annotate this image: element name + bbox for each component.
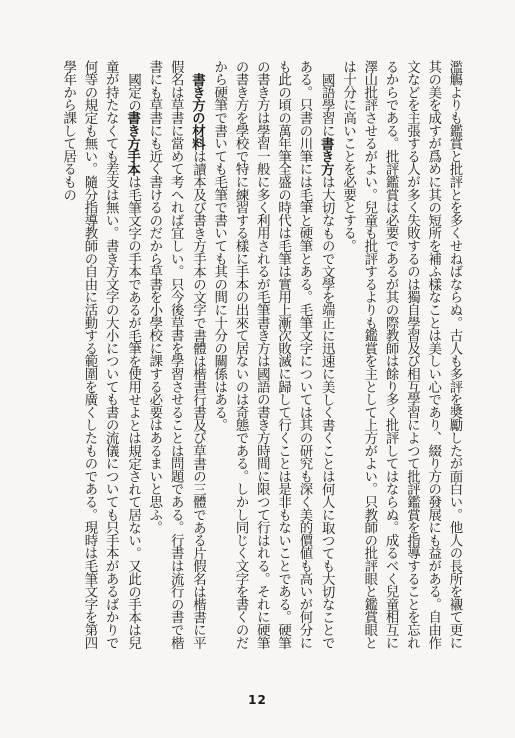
paragraph-4-text-a: 國定の [125, 73, 141, 112]
paragraph-4 [60, 60, 144, 660]
paragraph-3-text: は讀本及び書き方手本の文字で書體は楷書行書及び草書の三體である片假名は楷書に平假名は草書に當めて考へれば宜しい。只今後草書を學習させることは問題である。行書は流行の書で楷書にも草書にも近く書けるのだから草書を小學校に課する必要はあるまいと思ふ。 [146, 60, 206, 650]
paragraph-1 [337, 60, 465, 660]
paragraph-2-text-b: は大切なもので文學を端正に迅速に美しく書くことは何人に取つても大切なことである。只書の川筆には毛筆と硬筆とある。毛筆文字については其の研究も深く美的價値も高いが何分にも此の頃の萬年筆全盛の時代は毛筆は實用上漸次敗滅に歸して行くことは是非もないことである。硬筆の書き方は學習一般に多く利用されるが毛筆書き方は國語の書き方時間に限つて行はれる。それに硬筆の書き方を學校で特に練習する樣に手本の出來て居ないのは奇態である。しかし同じく文字を書くのだから硬筆で書いても毛筆で書いても其の間に十分の關係はある。 [211, 60, 335, 650]
paragraph-1-text: 濫觴よりも鑑賞と批評とを多くせねばならぬ。古人も多評を奬勵したが面白い。他人の長所を襯て更に其の美を成すが爲めに其の短所を補ふ樣なことは美しい心であり、綴り方の發展にも益がある。自由作文などを主張する人が多く失敗するのは獨自學習及び相互學習によつて批評鑑賞を指導することを忘れるからである。批評鑑賞は必要であるが其の際教師は餘り多く批評してはならぬ。成るべく兒童相互に澤山批評させるがよい。兒童も批評するよりも鑑賞を主として上方がよい。只教師の批評眼と鑑賞眼とは十分に高いことを必要とする。 [340, 60, 462, 649]
body-text [60, 60, 465, 660]
paragraph-3 [144, 60, 209, 660]
paragraph-2-text-a: 國語學習に [319, 73, 335, 138]
paragraph-4-text-b: は毛筆文字の手本であるが毛筆を使用せよとは規定されて居ない。又此の手本は兒童が持たなくても差支は無い。書き方文字の大小についても書の流儀についても只手本があるばかりで何等の規定も無い。隨分指導教師の自由に活動する範圍を廣くしたものである。現時は毛筆文字を第四學年から課して居るもの [60, 60, 141, 650]
keyword-kakikata: 書き方 [318, 137, 335, 176]
page-number: 12 [248, 693, 267, 707]
keyword-copybook: 書き方手本 [124, 111, 141, 176]
keyword-materials: 書き方の材料 [189, 73, 206, 151]
paragraph-2 [208, 60, 337, 660]
